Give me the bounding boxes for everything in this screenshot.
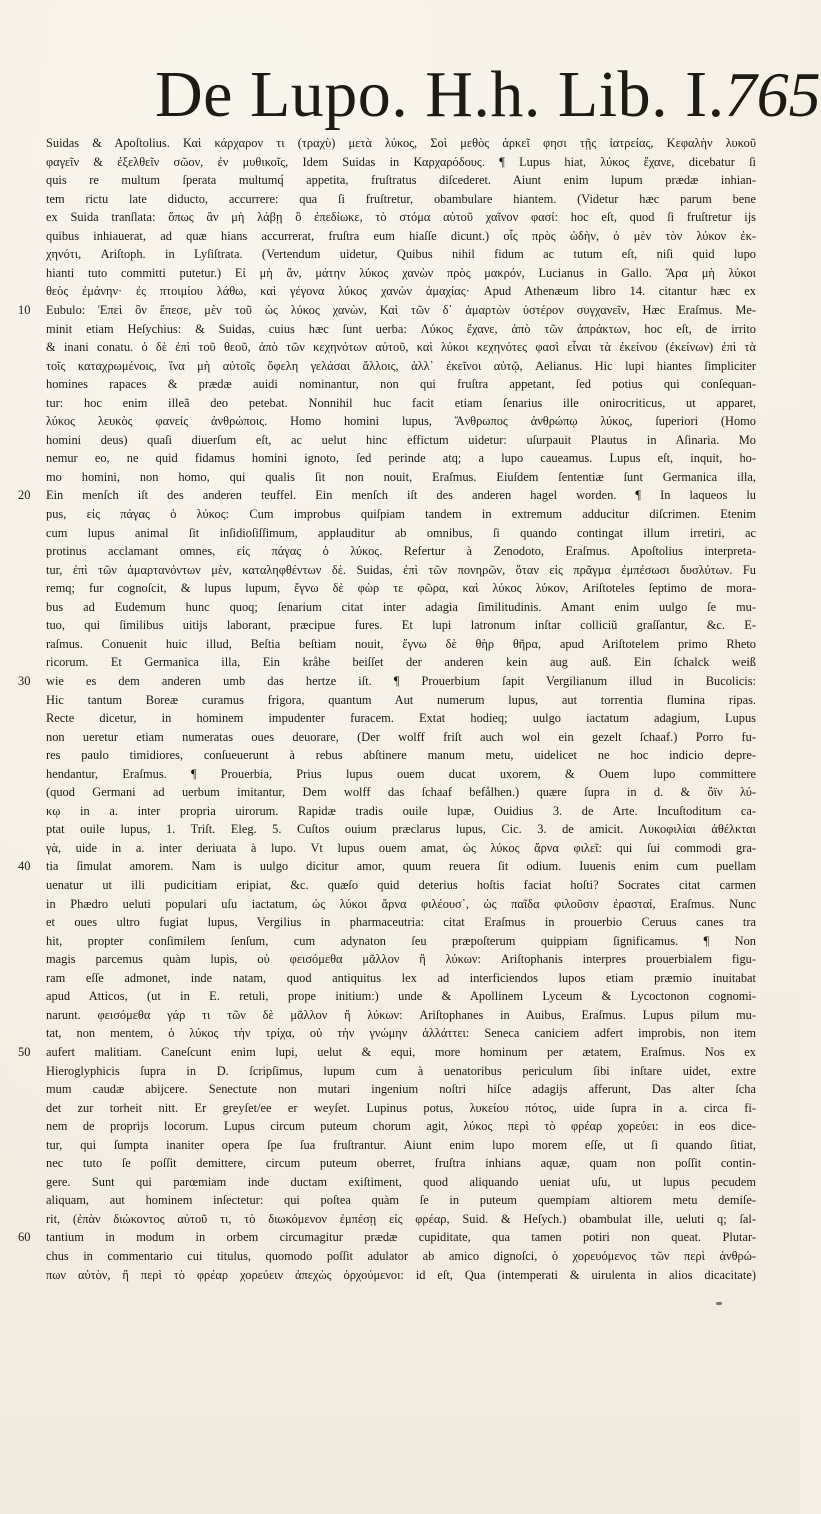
text-line: λύκος λευκὸς φανείς ἀνθρώποις. Homo homini lupus, Ἄνθρωπος ἀνθρώπῳ λύκος, ſuperiori (Homo [46, 414, 756, 429]
page-number: 765 [724, 59, 821, 130]
text-line: Recte dicetur, in hominem impudenter furacem. Extat hodieq; uulgo iactatum adagium, Lupus [46, 711, 756, 726]
text-line: hianti tuto committi putetur.) Εἰ μὴ ἄν, μάτην λύκος χανὼν πρὸς μακρόν, Lucianus in Gallo. Ἄρα μὴ λύκοι [46, 265, 756, 280]
text-line: bus ad Eudemum hunc quoq; ſenarium citat inter adagia ſimilitudinis. Amant enim uulgo ſe mu- [46, 599, 756, 614]
text-line: tur, ἐπὶ τῶν ἁμαρτανόντων μὲν, καταληφθέντων δὲ. Suidas, ἐπὶ τῶν πονηρῶν, ὅταν εἰς πρᾶγμα ἐμπέσωσι δυσλύτων. Fu [46, 562, 756, 577]
text-line: cum lupus animal ſit inſidioſiſſimum, applauditur ab omnibus, ſi quando contingat illum irretiri, ac [46, 525, 756, 540]
margin-line-number: 40 [18, 859, 31, 874]
text-line: Ein menſch iſt des anderen teuffel. Ein menſch iſt des anderen hagel worden. ¶ In laqueos lu [46, 488, 756, 503]
text-line: aliquam, aut hominem inſectetur: qui poſtea quàm ſe in puteum quempiam altiorem metu demiſe- [46, 1193, 756, 1208]
text-line: rit, (ἐπὰν διώκοντος αὐτοῦ τι, τὸ διωκόμενον ἐμπέσῃ εἰς φρέαρ, Suid. & Heſych.) obambulat ille, ueluti q; ſal- [46, 1211, 756, 1226]
text-line: κῳ in a. inter propria uirorum. Rapidæ tradis ouile lupæ, Ouidius 3. de Arte. Incuſtoditum ca- [46, 803, 756, 818]
text-line: Hic tantum Boreæ curamus frigora, quantum Aut numerum lupus, aut torrentia flumina ripas. [46, 692, 756, 707]
page-header [155, 58, 821, 132]
text-line: gere. Sunt qui parœmiam inde ductam exiſtiment, quod aliquando ueniat uſu, ut lupus pecudem [46, 1174, 756, 1189]
text-line: in Phædro ueluti populari uſu iactatum, ὡς λύκοι ἄρνα φιλέουσ᾽, ὡς παῖδα φιλοῦσιν ἐρασταί, Eraſmus. Nunc [46, 896, 756, 911]
margin-line-number: 10 [18, 302, 31, 317]
text-line: tuo, qui ſimilibus uitijs laborant, præcipue fures. Et lupi latronum inſtar colliciũ graſſantur, &c. E- [46, 618, 756, 633]
margin-line-number: 20 [18, 488, 31, 503]
text-line: raſmus. Conuenit huic illud, Beſtia beſtiam nouit, ἔγνω δὲ θὴρ θῆρα, apud Ariſtotelem primo Rheto [46, 636, 756, 651]
text-line: Suidas & Apoſtolius. Καὶ κάρχαρον τι (τραχὺ) μετὰ λύκος, Σοὶ μεθὸς ἀρκεῖ φησι τῇς ἰατρείας, Κεφαλὴν λυκοῦ [46, 136, 756, 150]
text-line: hendantur, Eraſmus. ¶ Prouerbia, Prius lupus ouem ducat uxorem, & Ouem lupo committere [46, 766, 756, 781]
text-line: (quod Germani ad uerbum imitantur, Dem wolff das ſchaaf befålhen.) quære ſupra in d. & ὄϊν λύ- [46, 785, 756, 800]
text-line: nemur eo, ne quid fidamus homini ignoto, ſed perinde atq; a lupo caueamus. Lupus eſt, inquit, ho- [46, 451, 756, 466]
text-line: protinus acclamant omnes, εἰς πάγας ὁ λύκος. Refertur à Zenodoto, Eraſmus. Apoſtolius interpreta- [46, 544, 756, 559]
text-line: θεὸς ἐμάνην· ἐς πτοιμίου λάθω, καὶ γέγονα λύκος χανὼν ἀμαχίας· Apud Athenæum libro 14. citantur hæc ex [46, 284, 756, 299]
text-line: ricorum. Et Germanica illa, Ein kråhe beiſſet der anderen kein aug auß. Ein ſchalck weiß [46, 655, 756, 670]
text-line: nec tuto ſe poſſit demittere, circum puteum oberret, fruſtra inhians aquæ, quam non poſſit contin- [46, 1156, 756, 1171]
text-line: ptat ouile lupus, 1. Triſt. Eleg. 5. Cuſtos ouium præclarus lupus, Cic. 3. de amicit. Λυκοφιλίαι ἀθέλκται [46, 822, 756, 837]
text-line: non ueretur etiam numeratas oues deuorare, (Der wolff friſt auch wol ein gezelt ſchaaf.) Porro fu- [46, 729, 756, 744]
text-line: chus in commentario cui titulus, quomodo poſſit adulator ab amico dignoſci, ὁ χορευόμενος τῶν περὶ ἀνθρώ- [46, 1249, 756, 1263]
text-line: tem rictu late diducto, accurrere: qua ſi fruſtretur, obambulare hiantem. (Videtur hæc parum bene [46, 191, 756, 206]
text-line: pus, εἰς πάγας ὁ λύκος: Cum improbus quiſpiam tandem in extremum adducitur diſcrimen. Etenim [46, 507, 756, 521]
text-line: hit, propter conſimilem ſenſum, cum adynaton ſeu præpoſterum quippiam ſignificamus. ¶ Non [46, 933, 756, 948]
text-line: homini deus) quaſi diuerſum eſt, ac uelut hinc effictum uidetur: uſurpauit Plautus in Aſinaria. Mo [46, 432, 756, 447]
text-line: wie es dem anderen umb das hertze iſt. ¶ Prouerbium ſapit Vergilianum illud in Bucolicis: [46, 673, 756, 688]
text-line: χηνότι, Ariſtoph. in Lyſiſtrata. (Vertendum uidetur, Quibus nihil fidum ac tutum eſt, niſi quid lupo [46, 247, 756, 262]
text-line: narunt. φεισόμεθα γάρ τι τῶν δὲ μᾶλλον ἢ λύκων: Ariſtophanes in Auibus, Eraſmus. Lupus pilum mu- [46, 1007, 756, 1022]
text-line: τοῖς καταχρωμένοις, ἵνα μὴ αὐτοῖς ὅφελη γελάσαι ἄλλοις, ἀλλ᾽ ἐκεῖνοι αὐτῷ, Aelianus. Hic lupi hiantes ſimpliciter [46, 358, 756, 373]
text-line: quis re multum ſperata multumq́ appetita, fruſtratus diſcederet. Aiunt enim lupum prædæ inhian- [46, 173, 756, 188]
text-line: det zur torheit nitt. Er greyſet/ee er weyſet. Lupinus potus, λυκείου πότος, uide ſupra in a. circa fi- [46, 1100, 756, 1115]
text-line: res paulo timidiores, conſueuerunt à rebus abſtinere manum metu, uidelicet ne hoc indicio depre- [46, 748, 756, 763]
text-line: homines rapaces & prædæ auidi nominantur, non qui fruſtra appetant, ſed potius qui conſequan- [46, 377, 756, 392]
text-line: γὰ, uide in a. inter deriuata à lupo. Vt lupus ouem amat, ὡς λύκος ἄρνα φιλεῖ: qui ſui commodi gra- [46, 840, 756, 855]
text-line: φαγεῖν & ἐξελθεῖν σῶον, ἐν μυθικοῖς, Idem Suidas in Καρχαρόδους. ¶ Lupus hiat, λύκος ἔχανε, dicebatur ſi [46, 154, 756, 169]
text-line: tur: hoc enim illeã deo petebat. Nonnihil huc facit etiam ſenarius ille onirocriticus, ut apparet, [46, 395, 756, 410]
text-line: minit etiam Heſychius: & Suidas, cuius hæc ſunt uerba: Λύκος ἔχανε, ἀπὸ τῶν ἀπράκτων, hoc eſt, de irrito [46, 321, 756, 336]
margin-line-number: 30 [18, 673, 31, 688]
text-line: nem de proprijs locorum. Lupus circum puteum chorum agit, λύκος περὶ τὸ φρέαρ χορεύει: in eos dice- [46, 1119, 756, 1134]
text-line: tur, qui ſumpta inaniter opera ſpe ſua fruſtrantur. Aiunt enim lupo morem eſſe, ut ſi quando ſitiat, [46, 1137, 756, 1152]
ink-mark [716, 1302, 722, 1305]
text-line: tat, non mentem, ὁ λύκος τὴν τρίχα, οὐ τὴν γνώμην ἀλλάττει: Seneca caniciem adfert improbis, non item [46, 1026, 756, 1041]
text-line: mo homini, non homo, qui qualis ſit non nouit, Eraſmus. Eiuſdem ſententiæ ſunt Germanica illa, [46, 469, 756, 484]
text-line: et oues ultro fugiat lupus, Vergilius in pharmaceutria: citat Eraſmus in prouerbio Ceruus canes tra [46, 915, 756, 930]
text-line: tia ſimulat amorem. Nam is uulgo dicitur amor, quum reuera ſit odium. Iuuenis enim cum puellam [46, 859, 756, 874]
text-line: apud Atticos, (ut in E. retuli, prope initium:) unde & Apollinem Lyceum & Lycoctonon cognomi- [46, 989, 756, 1004]
text-line: aufert malitiam. Caneſcunt enim lupi, uelut & equi, more hominum per ætatem, Eraſmus. Nos ex [46, 1044, 756, 1059]
text-line: quibus inhiauerat, ad quæ hians accurrerat, fruſtra eum hiaſſe dicunt.) οἷς πρὸς ὠδὴν, ὁ μὲν τὸν λύκον ἐκ- [46, 228, 756, 243]
text-line: Hieroglyphicis ſupra in D. ſcripſimus, lupum cum à uenatoribus periculum ſibi inſtare uidet, extre [46, 1063, 756, 1078]
body-text [46, 134, 756, 1290]
text-line: ram eſſe admonet, inde natam, quod antiquitus lex ad interficiendos lupos etiam præmio inuitabat [46, 970, 756, 985]
text-line: uenatur ut illi pudicitiam eripiat, &c. quæſo quid deterius hoſtis faciat hoſti? Socrates citat carmen [46, 878, 756, 892]
margin-line-number: 50 [18, 1044, 31, 1059]
running-title: De Lupo. H.h. Lib. I. [155, 58, 725, 131]
margin-line-number: 60 [18, 1230, 31, 1245]
text-line: tantium in modum in orbem circumagitur prædæ cupiditate, qua tamen potiri non queat. Plutar- [46, 1230, 756, 1245]
text-line: πων αὐτὸν, ἢ περὶ τὸ φρέαρ χορεύειν ἀπεχὼς ὀρχούμενοι: id eſt, Qua (intemperati & uirulenta in alios dicacitate) [46, 1267, 756, 1282]
text-line: ex Suida tranſlata: ὅπως ἂν μὴ λάβῃ ὃ ἐπεδίωκε, τὸ στόμα αὐτοῦ χαῖνον φασί: hoc eſt, quod ſi fruſtretur ijs [46, 210, 756, 225]
text-line: & inani conatu. ὁ δὲ ἐπὶ τοῦ θεοῦ, ἀπὸ τῶν κεχηνότων αὐτοῦ, καὶ λύκοι κεχηνότες φασὶ εἶναι τὰ ἐκείνου (ἐκείνων) ἐπὶ τὰ [46, 340, 756, 355]
text-line: remq; fur cognoſcit, & lupus lupum, ἔγνω δὲ φὼρ τε φῶρα, καὶ λύκος λύκον, Ariſtoteles ſeptimo de mora- [46, 581, 756, 596]
text-line: magis parcemus quàm lupis, οὐ φεισόμεθα μᾶλλον ἢ λύκων: Ariſtophanis interpres prouerbialem figu- [46, 952, 756, 967]
text-line: mum caudæ abijcere. Senectute non mutari ingenium noſtri hiſce adagijs afferunt, Das alter ſcha [46, 1082, 756, 1097]
text-line: Eubulo: Ἐπεὶ ὃν ἔπεσε, μὲν τοῦ ὡς λύκος χανὼν, Καὶ τῶν δ᾽ ἁμαρτὼν ὑστέρον συγχανεῖν, Hæc Eraſmus. Me- [46, 302, 756, 317]
